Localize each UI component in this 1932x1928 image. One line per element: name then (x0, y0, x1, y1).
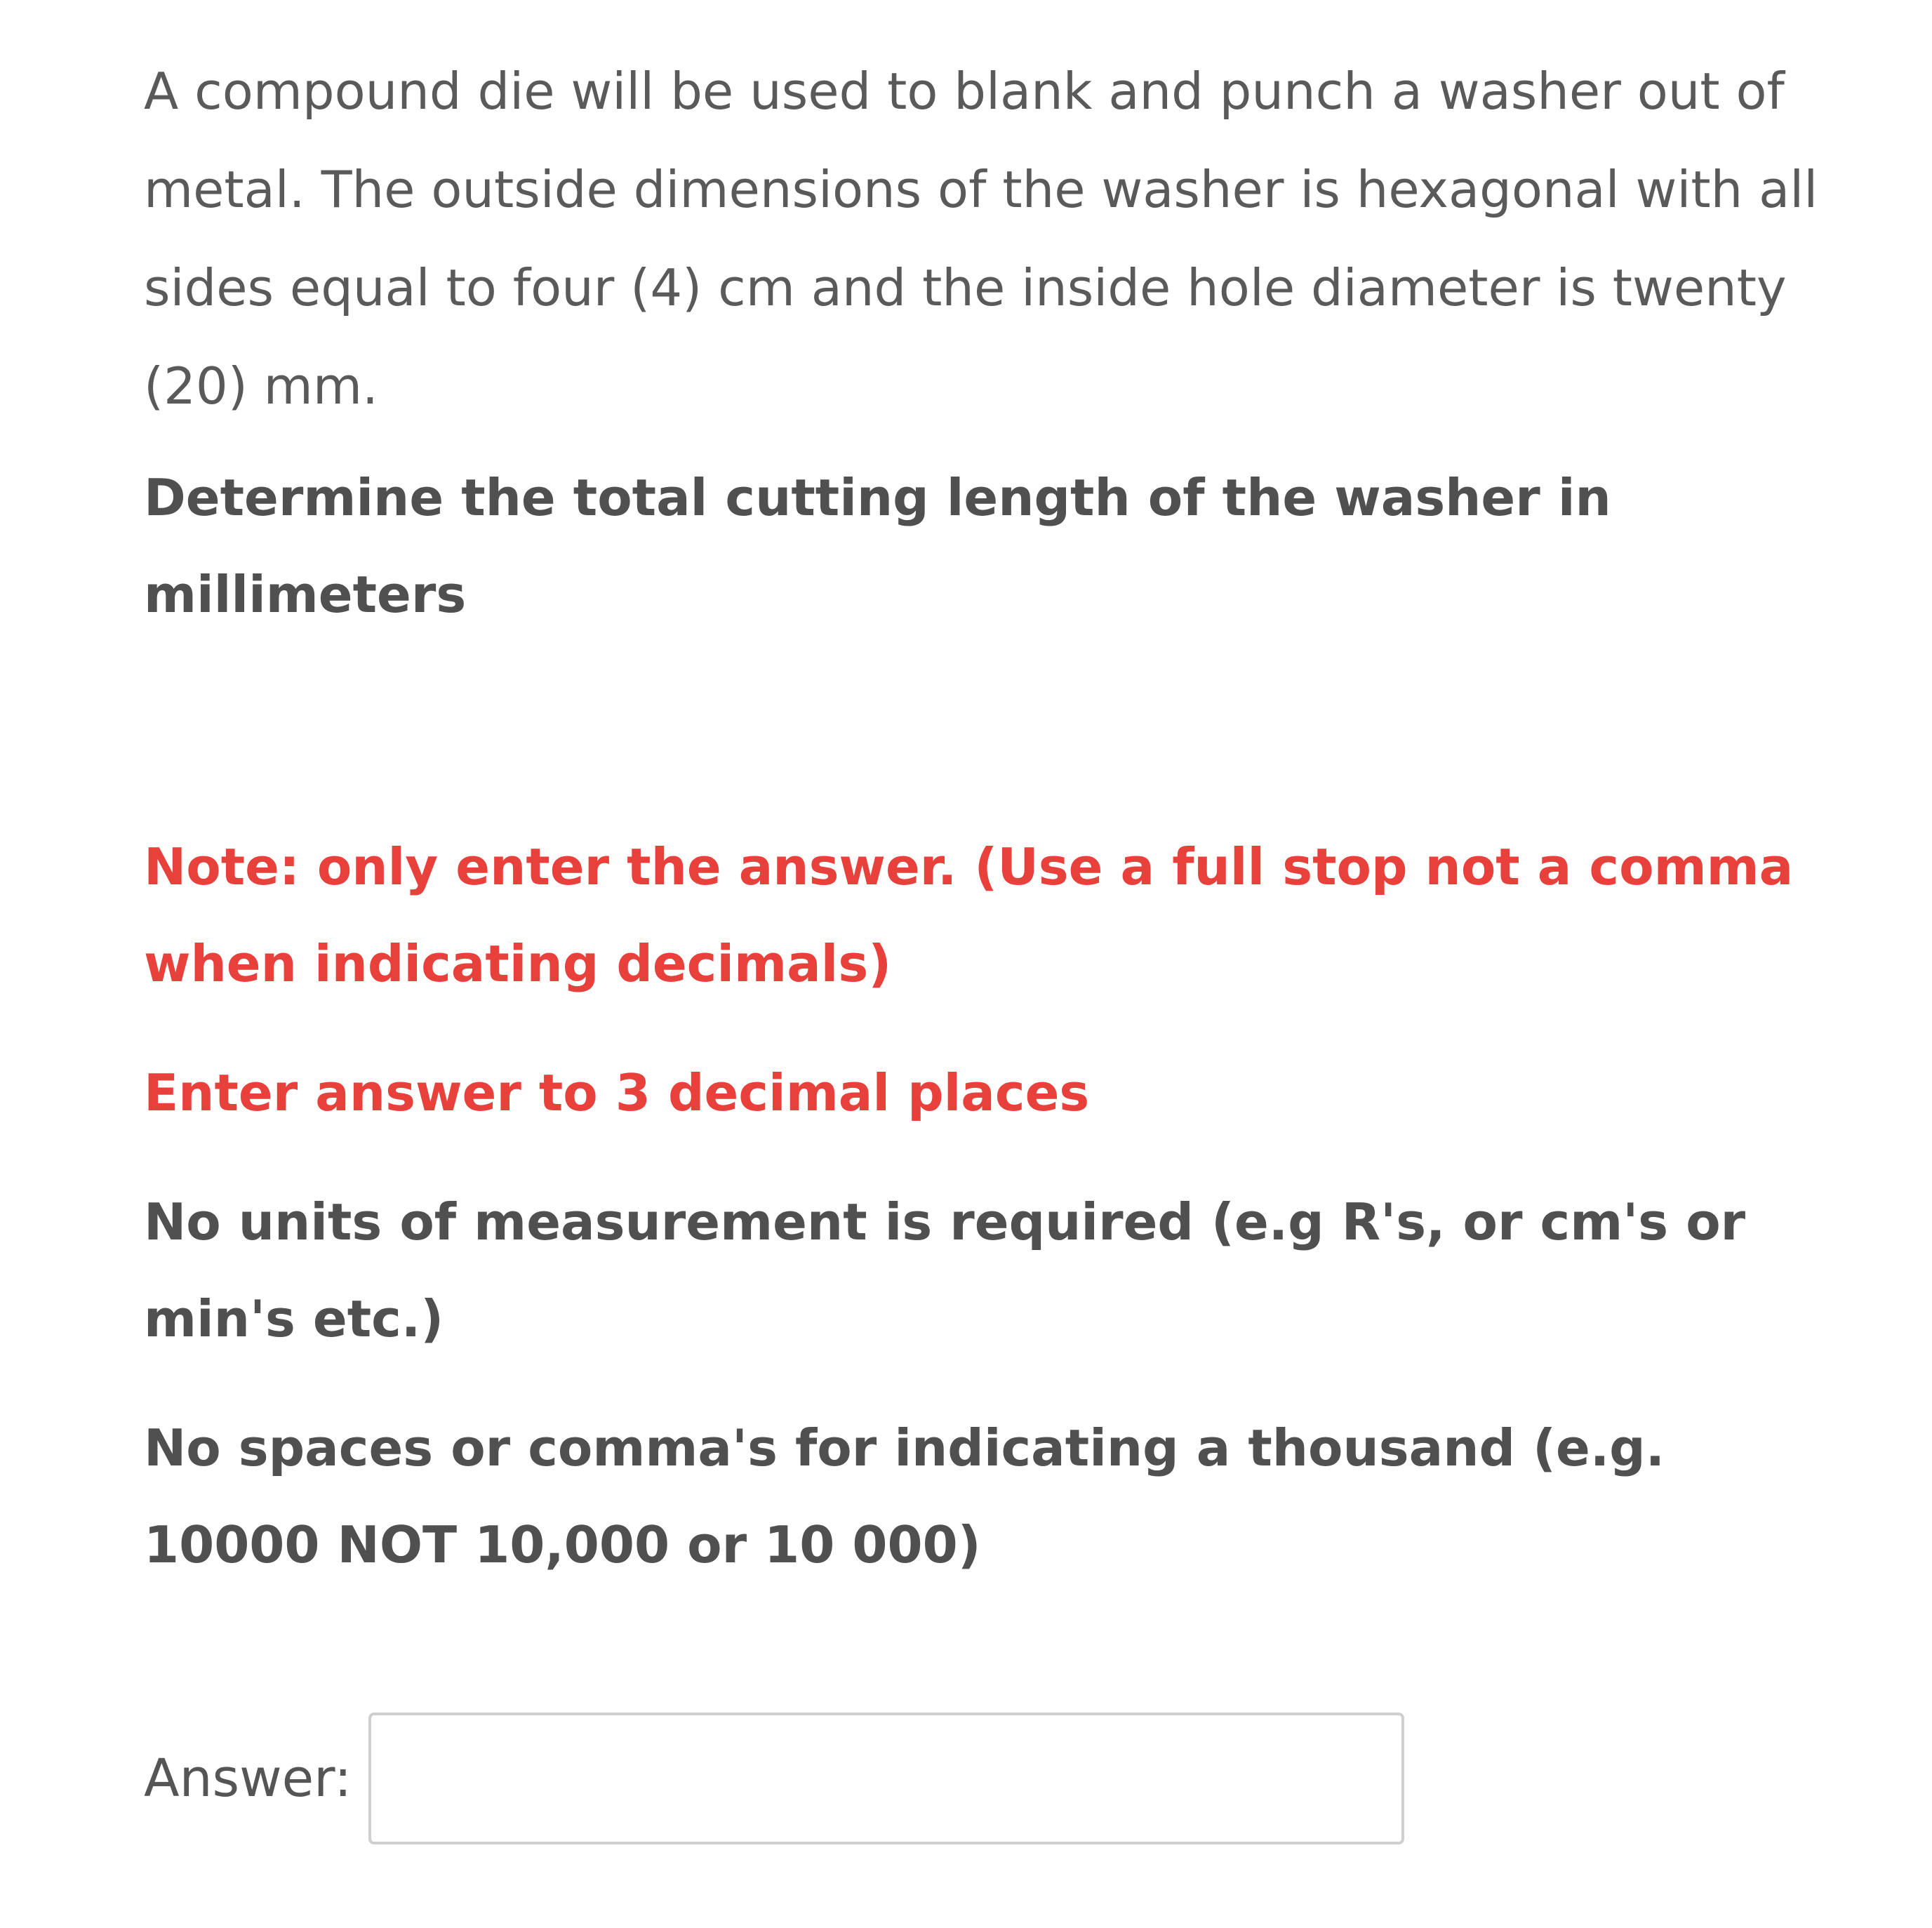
units-instruction: No units of measurement is required (e.g R's, or cm's or min's etc.) (144, 1192, 1746, 1348)
thousands-instruction: No spaces or comma's for indicating a thousand (e.g. 10000 NOT 10,000 or 10 000) (144, 1418, 1665, 1574)
question-intro: A compound die will be used to blank and punch a washer out of metal. The outside dimensions of the washer is hexagonal with all sides equal to four (4) cm and the inside hole diameter is twenty (20) mm. (144, 62, 1818, 415)
decimal-instruction: Enter answer to 3 decimal places (144, 1063, 1090, 1122)
question-prompt: Determine the total cutting length of the washer in millimeters (144, 468, 1611, 624)
note-instruction: Note: only enter the answer. (Use a full stop not a comma when indicating decimals) (144, 837, 1794, 993)
answer-input[interactable] (368, 1713, 1404, 1844)
answer-row (144, 1713, 1842, 1844)
question-container (144, 42, 1842, 1844)
answer-label: Answer: (144, 1748, 352, 1809)
